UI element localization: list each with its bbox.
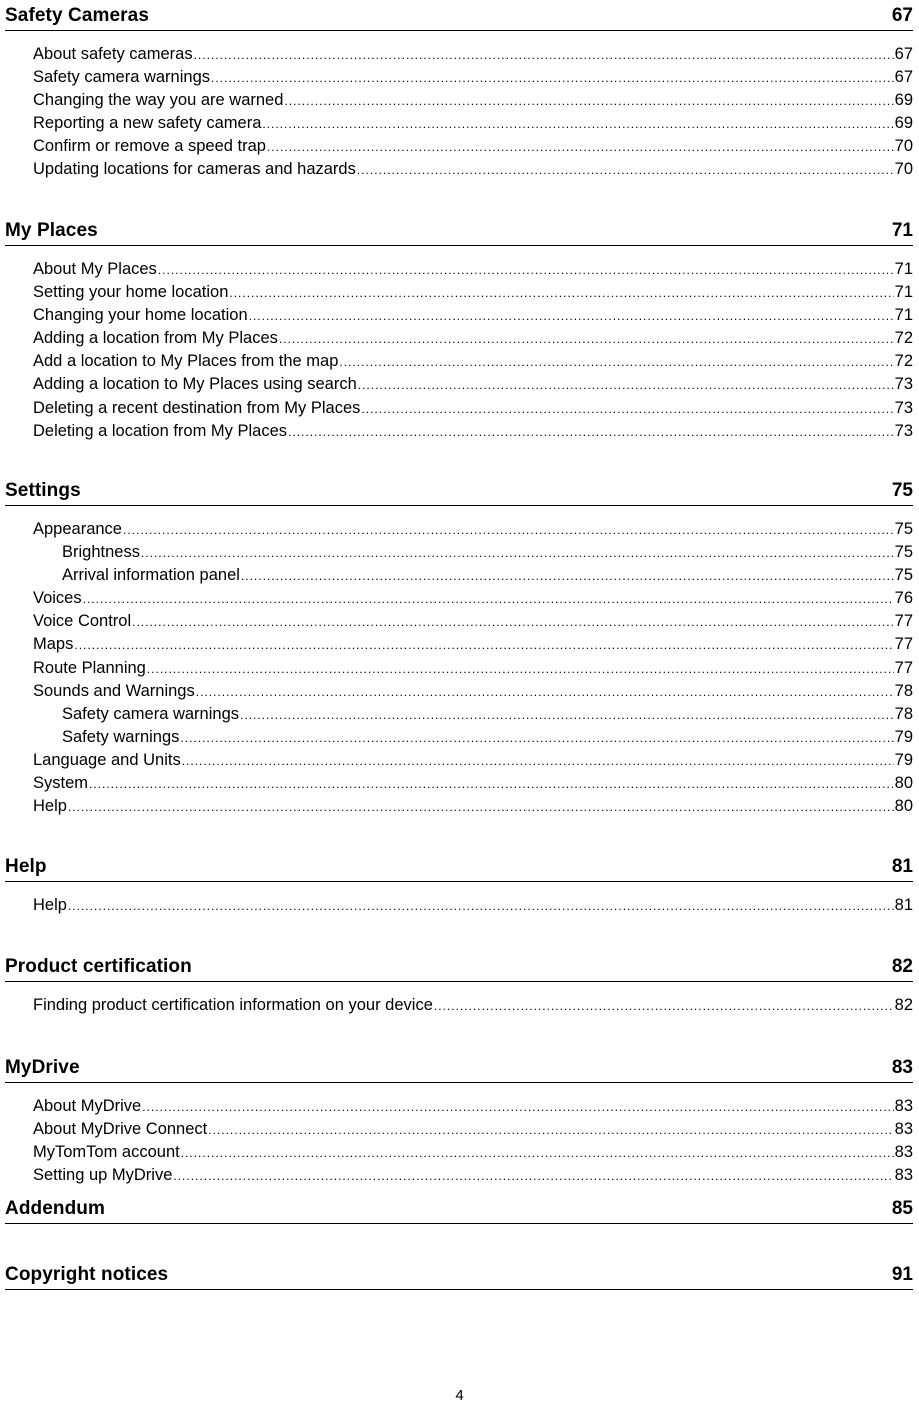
entry-page-number: 77 (894, 635, 913, 654)
dot-leader (229, 282, 893, 304)
entry-title: MyTomTom account (33, 1143, 180, 1162)
entry-title: Changing the way you are warned (33, 91, 284, 110)
entry-title: Brightness (62, 543, 140, 562)
entry-page-number: 79 (894, 750, 913, 769)
dot-leader (181, 1142, 894, 1164)
entry-title: About safety cameras (33, 45, 193, 63)
entry-page-number: 71 (894, 260, 913, 278)
dot-leader (361, 398, 893, 420)
section-title: Settings (5, 480, 81, 501)
entry-title: Reporting a new safety camera (33, 114, 262, 133)
section-page-number: 75 (891, 480, 913, 501)
section-title: Addendum (5, 1198, 106, 1219)
toc-subentry[interactable] (62, 726, 913, 749)
entry-page-number: 69 (894, 91, 913, 110)
toc-section (0, 219, 919, 443)
section-heading[interactable] (5, 1197, 913, 1224)
toc-section (0, 479, 919, 818)
dot-leader (288, 421, 894, 443)
entry-title: Deleting a recent destination from My Places (33, 398, 361, 417)
dot-leader (89, 773, 894, 795)
entry-title: Safety warnings (62, 727, 180, 746)
entry-page-number: 69 (894, 114, 913, 133)
dot-leader (279, 328, 894, 350)
dot-leader (141, 542, 894, 564)
entry-title: About MyDrive Connect (33, 1120, 208, 1139)
dot-leader (249, 305, 894, 327)
entry-page-number: 82 (894, 996, 913, 1014)
entry-title: About My Places (33, 260, 157, 278)
page-number: 4 (455, 1387, 464, 1404)
entry-page-number: 80 (894, 797, 913, 816)
dot-leader (211, 67, 894, 89)
entry-page-number: 75 (894, 543, 913, 562)
entry-title: System (33, 774, 89, 793)
entry-page-number: 67 (894, 45, 913, 63)
dot-leader (132, 611, 894, 633)
dot-leader (240, 704, 894, 726)
entry-title: Add a location to My Places from the map (33, 352, 339, 371)
toc-entry[interactable] (33, 1118, 913, 1141)
entry-title: Adding a location to My Places using search (33, 375, 357, 394)
entry-page-number: 73 (894, 421, 913, 440)
entry-title: Adding a location from My Places (33, 329, 278, 348)
dot-leader (241, 565, 894, 587)
toc-entry[interactable] (33, 749, 913, 772)
toc-entry[interactable] (33, 158, 913, 181)
toc-entry[interactable] (33, 420, 913, 443)
toc-entry[interactable] (33, 633, 913, 656)
section-page-number: 85 (891, 1198, 913, 1219)
entry-title: Safety camera warnings (62, 704, 239, 723)
section-title: Help (5, 856, 47, 877)
entry-list (0, 1095, 919, 1187)
entry-list (0, 43, 919, 182)
entry-page-number: 71 (894, 306, 913, 325)
entry-title: Help (33, 896, 67, 914)
toc-entry[interactable] (33, 135, 913, 158)
toc-entry[interactable] (33, 680, 913, 703)
entry-list (0, 994, 919, 1017)
section-heading[interactable] (5, 1263, 913, 1290)
toc-section (0, 1056, 919, 1187)
entry-page-number: 75 (894, 520, 913, 538)
toc-subentry[interactable] (62, 564, 913, 587)
section-page-number: 91 (891, 1264, 913, 1285)
dot-leader (208, 1119, 893, 1141)
entry-page-number: 83 (894, 1097, 913, 1115)
entry-page-number: 78 (894, 704, 913, 723)
section-heading[interactable] (5, 479, 913, 506)
toc-entry[interactable] (33, 1164, 913, 1187)
toc-entry[interactable] (33, 304, 913, 327)
entry-page-number: 73 (894, 398, 913, 417)
toc-section (0, 4, 919, 182)
entry-page-number: 83 (894, 1120, 913, 1139)
toc-section (0, 1263, 919, 1290)
entry-title: About MyDrive (33, 1097, 142, 1115)
entry-page-number: 71 (894, 283, 913, 302)
section-page-number: 83 (891, 1057, 913, 1078)
entry-page-number: 72 (894, 329, 913, 348)
toc-entry[interactable] (33, 587, 913, 610)
toc-section (0, 1197, 919, 1224)
toc-entry[interactable] (33, 112, 913, 135)
entry-title: Language and Units (33, 750, 181, 769)
entry-title: Maps (33, 635, 74, 654)
entry-page-number: 83 (894, 1143, 913, 1162)
section-page-number: 81 (891, 856, 913, 877)
section-page-number: 82 (891, 956, 913, 977)
entry-title: Voices (33, 589, 82, 608)
dot-leader (194, 44, 894, 66)
dot-leader (180, 727, 893, 749)
section-title: Product certification (5, 956, 192, 977)
section-heading[interactable] (5, 955, 913, 982)
section-heading[interactable] (5, 855, 913, 882)
entry-title: Appearance (33, 520, 122, 538)
entry-page-number: 77 (894, 658, 913, 677)
dot-leader (142, 1096, 893, 1118)
entry-title: Updating locations for cameras and hazards (33, 160, 356, 179)
dot-leader (284, 90, 893, 112)
entry-title: Arrival information panel (62, 566, 240, 585)
entry-page-number: 80 (894, 774, 913, 793)
entry-title: Changing your home location (33, 306, 248, 325)
entry-page-number: 78 (894, 681, 913, 700)
entry-title: Sounds and Warnings (33, 681, 195, 700)
toc-entry[interactable] (33, 610, 913, 633)
toc-entry[interactable] (33, 350, 913, 373)
entry-page-number: 76 (894, 589, 913, 608)
dot-leader (68, 895, 894, 917)
toc-entry[interactable] (33, 772, 913, 795)
entry-list (0, 258, 919, 443)
entry-page-number: 77 (894, 612, 913, 631)
toc-entry[interactable] (33, 373, 913, 396)
dot-leader (262, 113, 893, 135)
dot-leader (83, 588, 894, 610)
entry-page-number: 79 (894, 727, 913, 746)
toc-entry[interactable] (33, 397, 913, 420)
toc-entry[interactable] (33, 1095, 913, 1118)
entry-page-number: 81 (894, 896, 913, 914)
dot-leader (74, 634, 893, 656)
entry-page-number: 83 (894, 1166, 913, 1185)
section-title: Copyright notices (5, 1264, 169, 1285)
entry-title: Help (33, 797, 67, 816)
dot-leader (158, 259, 894, 281)
section-page-number: 71 (891, 220, 913, 241)
toc-entry[interactable] (33, 795, 913, 818)
dot-leader (358, 374, 894, 396)
entry-title: Confirm or remove a speed trap (33, 137, 266, 156)
entry-page-number: 73 (894, 375, 913, 394)
toc-entry[interactable] (33, 43, 913, 66)
toc-entry[interactable] (33, 258, 913, 281)
toc-entry[interactable] (33, 894, 913, 917)
toc-subentry[interactable] (62, 703, 913, 726)
dot-leader (182, 750, 894, 772)
entry-title: Setting up MyDrive (33, 1166, 173, 1185)
dot-leader (123, 519, 894, 541)
toc-entry[interactable] (33, 657, 913, 680)
dot-leader (196, 681, 894, 703)
entry-list (0, 518, 919, 818)
toc-entry[interactable] (33, 994, 913, 1017)
section-heading[interactable] (5, 4, 913, 31)
entry-title: Safety camera warnings (33, 68, 210, 87)
dot-leader (68, 796, 894, 818)
toc-entry[interactable] (33, 281, 913, 304)
entry-title: Finding product certification information on your device (33, 996, 433, 1014)
toc-entry[interactable] (33, 89, 913, 112)
entry-title: Deleting a location from My Places (33, 421, 288, 440)
toc-section (0, 955, 919, 1017)
toc-entry[interactable] (33, 1141, 913, 1164)
entry-title: Setting your home location (33, 283, 229, 302)
dot-leader (173, 1165, 893, 1187)
dot-leader (147, 658, 894, 680)
entry-title: Voice Control (33, 612, 132, 631)
section-page-number: 67 (891, 5, 913, 26)
toc-entry[interactable] (33, 66, 913, 89)
entry-title: Route Planning (33, 658, 146, 677)
entry-page-number: 75 (894, 566, 913, 585)
toc-section (0, 855, 919, 917)
dot-leader (339, 351, 893, 373)
toc-entry[interactable] (33, 518, 913, 541)
section-heading[interactable] (5, 1056, 913, 1083)
entry-page-number: 70 (894, 160, 913, 179)
toc-entry[interactable] (33, 327, 913, 350)
toc-subentry[interactable] (62, 541, 913, 564)
section-title: Safety Cameras (5, 5, 149, 26)
entry-list (0, 894, 919, 917)
entry-page-number: 72 (894, 352, 913, 371)
section-heading[interactable] (5, 219, 913, 246)
dot-leader (434, 995, 894, 1017)
section-title: My Places (5, 220, 98, 241)
entry-page-number: 70 (894, 137, 913, 156)
dot-leader (267, 136, 894, 158)
section-title: MyDrive (5, 1057, 80, 1078)
dot-leader (357, 159, 894, 181)
entry-page-number: 67 (894, 68, 913, 87)
